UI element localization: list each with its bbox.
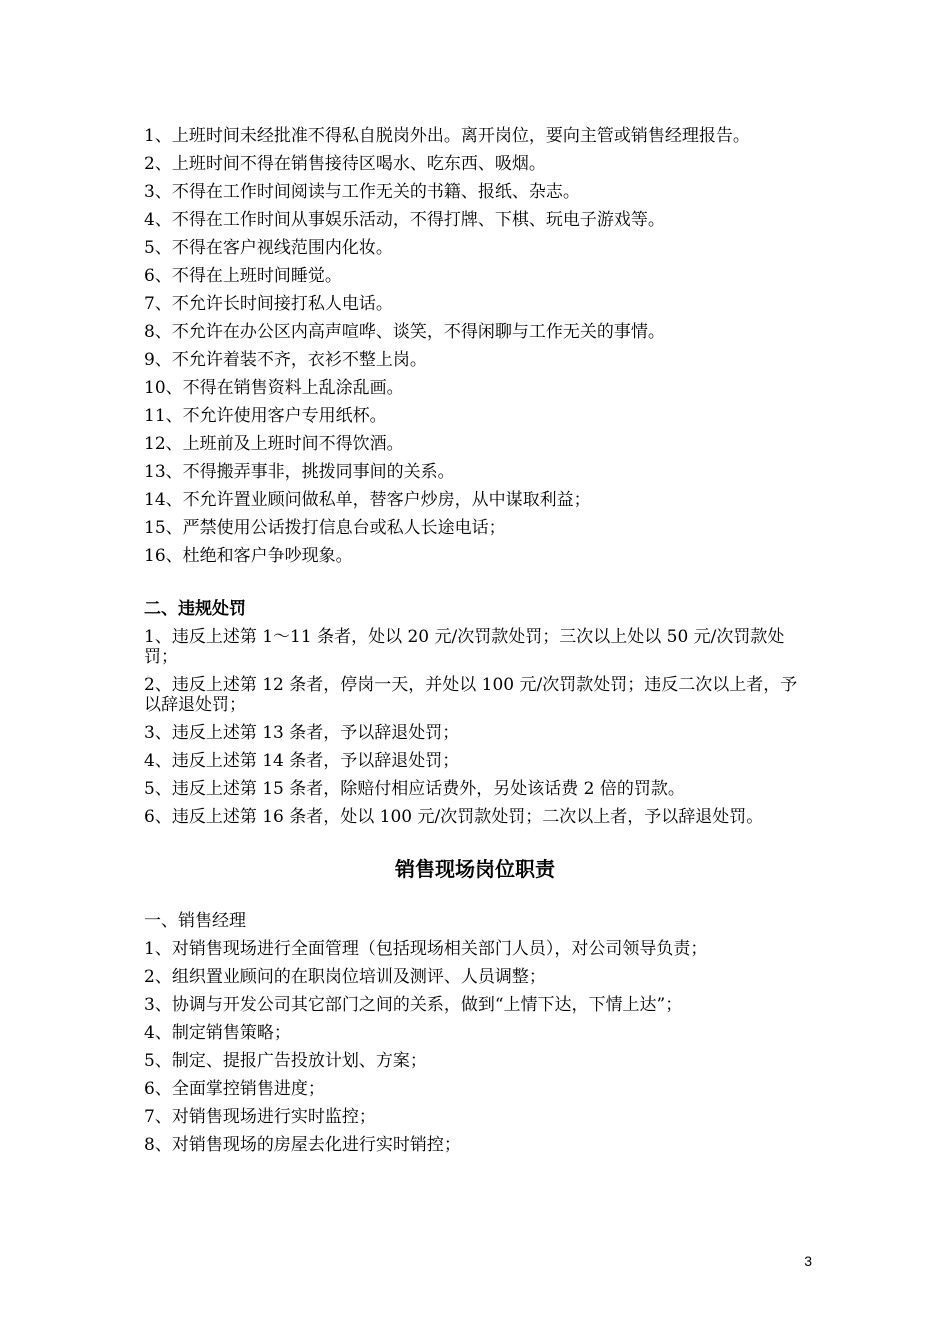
- duty-item: 4、制定销售策略；: [144, 1023, 291, 1043]
- penalty-item: 4、违反上述第 14 条者，予以辞退处罚；: [144, 751, 460, 771]
- title-spacer-after: [144, 883, 814, 907]
- rule-item: 10、不得在销售资料上乱涂乱画。: [144, 378, 404, 398]
- penalty-list: [144, 623, 814, 831]
- rule-item: 4、不得在工作时间从事娱乐活动，不得打牌、下棋、玩电子游戏等。: [144, 210, 665, 230]
- penalty-item: 1、违反上述第 1～11 条者，处以 20 元/次罚款处罚；三次以上处以 50 元/次罚款处罚；: [144, 627, 785, 667]
- rule-item: 7、不允许长时间接打私人电话。: [144, 294, 393, 314]
- duty-item: 1、对销售现场进行全面管理（包括现场相关部门人员），对公司领导负责；: [144, 939, 708, 959]
- penalty-item: 5、违反上述第 15 条者，除赔付相应话费外，另处该话费 2 倍的罚款。: [144, 779, 685, 799]
- manager-duties-list: [144, 935, 814, 1159]
- rule-item: 2、上班时间不得在销售接待区喝水、吃东西、吸烟。: [144, 154, 546, 174]
- rule-item: 5、不得在客户视线范围内化妆。: [144, 238, 393, 258]
- document-title: 销售现场岗位职责: [395, 857, 555, 881]
- rule-item: 14、不允许置业顾问做私单，替客户炒房，从中谋取利益；: [144, 490, 591, 510]
- rule-item: 1、上班时间未经批准不得私自脱岗外出。离开岗位，要向主管或销售经理报告。: [144, 126, 750, 146]
- page-content: [144, 122, 814, 1159]
- duty-item: 5、制定、提报广告投放计划、方案；: [144, 1051, 427, 1071]
- penalty-item: 6、违反上述第 16 条者，处以 100 元/次罚款处罚；二次以上者，予以辞退处罚。: [144, 807, 764, 827]
- manager-heading: 一、销售经理: [144, 911, 246, 931]
- duty-item: 7、对销售现场进行实时监控；: [144, 1107, 376, 1127]
- rules-list: [144, 122, 814, 570]
- duty-item: 6、全面掌控销售进度；: [144, 1079, 325, 1099]
- rule-item: 9、不允许着装不齐，衣衫不整上岗。: [144, 350, 427, 370]
- rule-item: 13、不得搬弄事非，挑拨同事间的关系。: [144, 462, 455, 482]
- rule-item: 11、不允许使用客户专用纸杯。: [144, 406, 387, 426]
- rule-item: 6、不得在上班时间睡觉。: [144, 266, 342, 286]
- duty-item: 8、对销售现场的房屋去化进行实时销控；: [144, 1135, 461, 1155]
- rule-item: 12、上班前及上班时间不得饮酒。: [144, 434, 404, 454]
- page-number: 3: [804, 1253, 812, 1269]
- penalty-item: 3、违反上述第 13 条者，予以辞退处罚；: [144, 723, 460, 743]
- penalty-item: 2、违反上述第 12 条者，停岗一天，并处以 100 元/次罚款处罚；违反二次以上者，予以辞退处罚；: [144, 675, 798, 715]
- duty-item: 3、协调与开发公司其它部门之间的关系，做到“上情下达，下情上达”；: [144, 995, 683, 1015]
- rule-item: 3、不得在工作时间阅读与工作无关的书籍、报纸、杂志。: [144, 182, 580, 202]
- rule-item: 16、杜绝和客户争吵现象。: [144, 546, 353, 566]
- title-spacer: [144, 831, 814, 855]
- section-spacer: [144, 570, 814, 595]
- rule-item: 15、严禁使用公话拨打信息台或私人长途电话；: [144, 518, 506, 538]
- rule-item: 8、不允许在办公区内高声喧哗、谈笑，不得闲聊与工作无关的事情。: [144, 322, 665, 342]
- penalty-heading: 二、违规处罚: [144, 599, 246, 619]
- duty-item: 2、组织置业顾问的在职岗位培训及测评、人员调整；: [144, 967, 546, 987]
